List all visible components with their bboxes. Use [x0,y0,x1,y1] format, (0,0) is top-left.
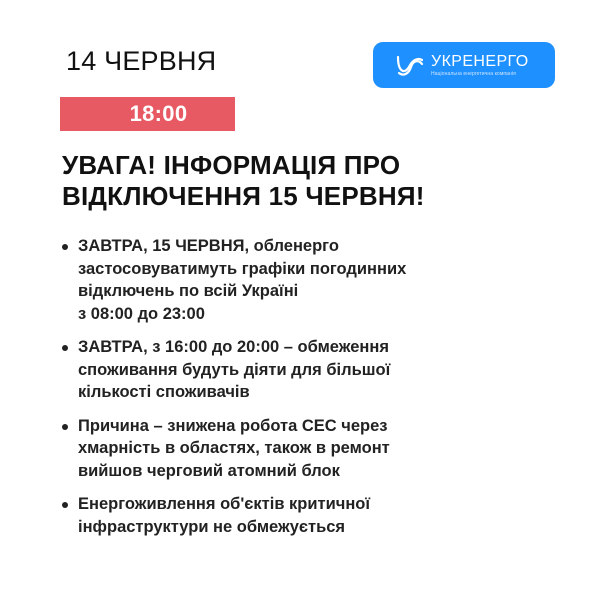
bullet-line: Причина – знижена робота СЕС через [78,416,388,435]
ukrenergo-logo-icon [395,51,425,79]
bullet-line: кількості споживачів [78,383,250,401]
bullet-dot-icon [62,244,68,250]
headline [62,150,542,212]
headline-line-1: УВАГА! ІНФОРМАЦІЯ ПРО [62,150,401,180]
bullet-item [62,415,502,483]
logo-subtitle: Національна енергетична компанія [431,70,516,77]
time-badge [60,97,235,131]
time-label: 18:00 [129,101,188,126]
date-label: 14 ЧЕРВНЯ [66,46,217,76]
bullet-line: Енергоживлення об'єктів критичної [78,495,371,513]
bullet-line: інфраструктури не обмежується [78,517,346,536]
bullet-line: застосовуватимуть графіки погодинних [78,259,407,278]
bullet-line: ЗАВТРА, з 16:00 до 20:00 – обмеження [78,338,389,356]
bullet-item [62,493,502,538]
bullet-dot-icon [62,424,68,430]
bullet-item [62,336,502,404]
info-bullet-list [62,235,502,549]
logo-name: УКРЕНЕРГО [431,52,529,70]
headline-line-2: ВІДКЛЮЧЕННЯ 15 ЧЕРВНЯ! [62,181,425,211]
ukrenergo-logo [373,42,555,88]
bullet-line: хмарність в областях, також в ремонт [78,439,390,457]
bullet-line: відключень по всій Україні [78,282,299,300]
bullet-dot-icon [62,345,68,351]
bullet-dot-icon [62,502,68,508]
bullet-line: вийшов черговий атомний блок [78,461,340,480]
bullet-line: споживання будуть діяти для більшої [78,360,391,379]
bullet-line: з 08:00 до 23:00 [78,304,205,323]
bullet-line: ЗАВТРА, 15 ЧЕРВНЯ, обленерго [78,237,339,255]
bullet-item [62,235,502,325]
